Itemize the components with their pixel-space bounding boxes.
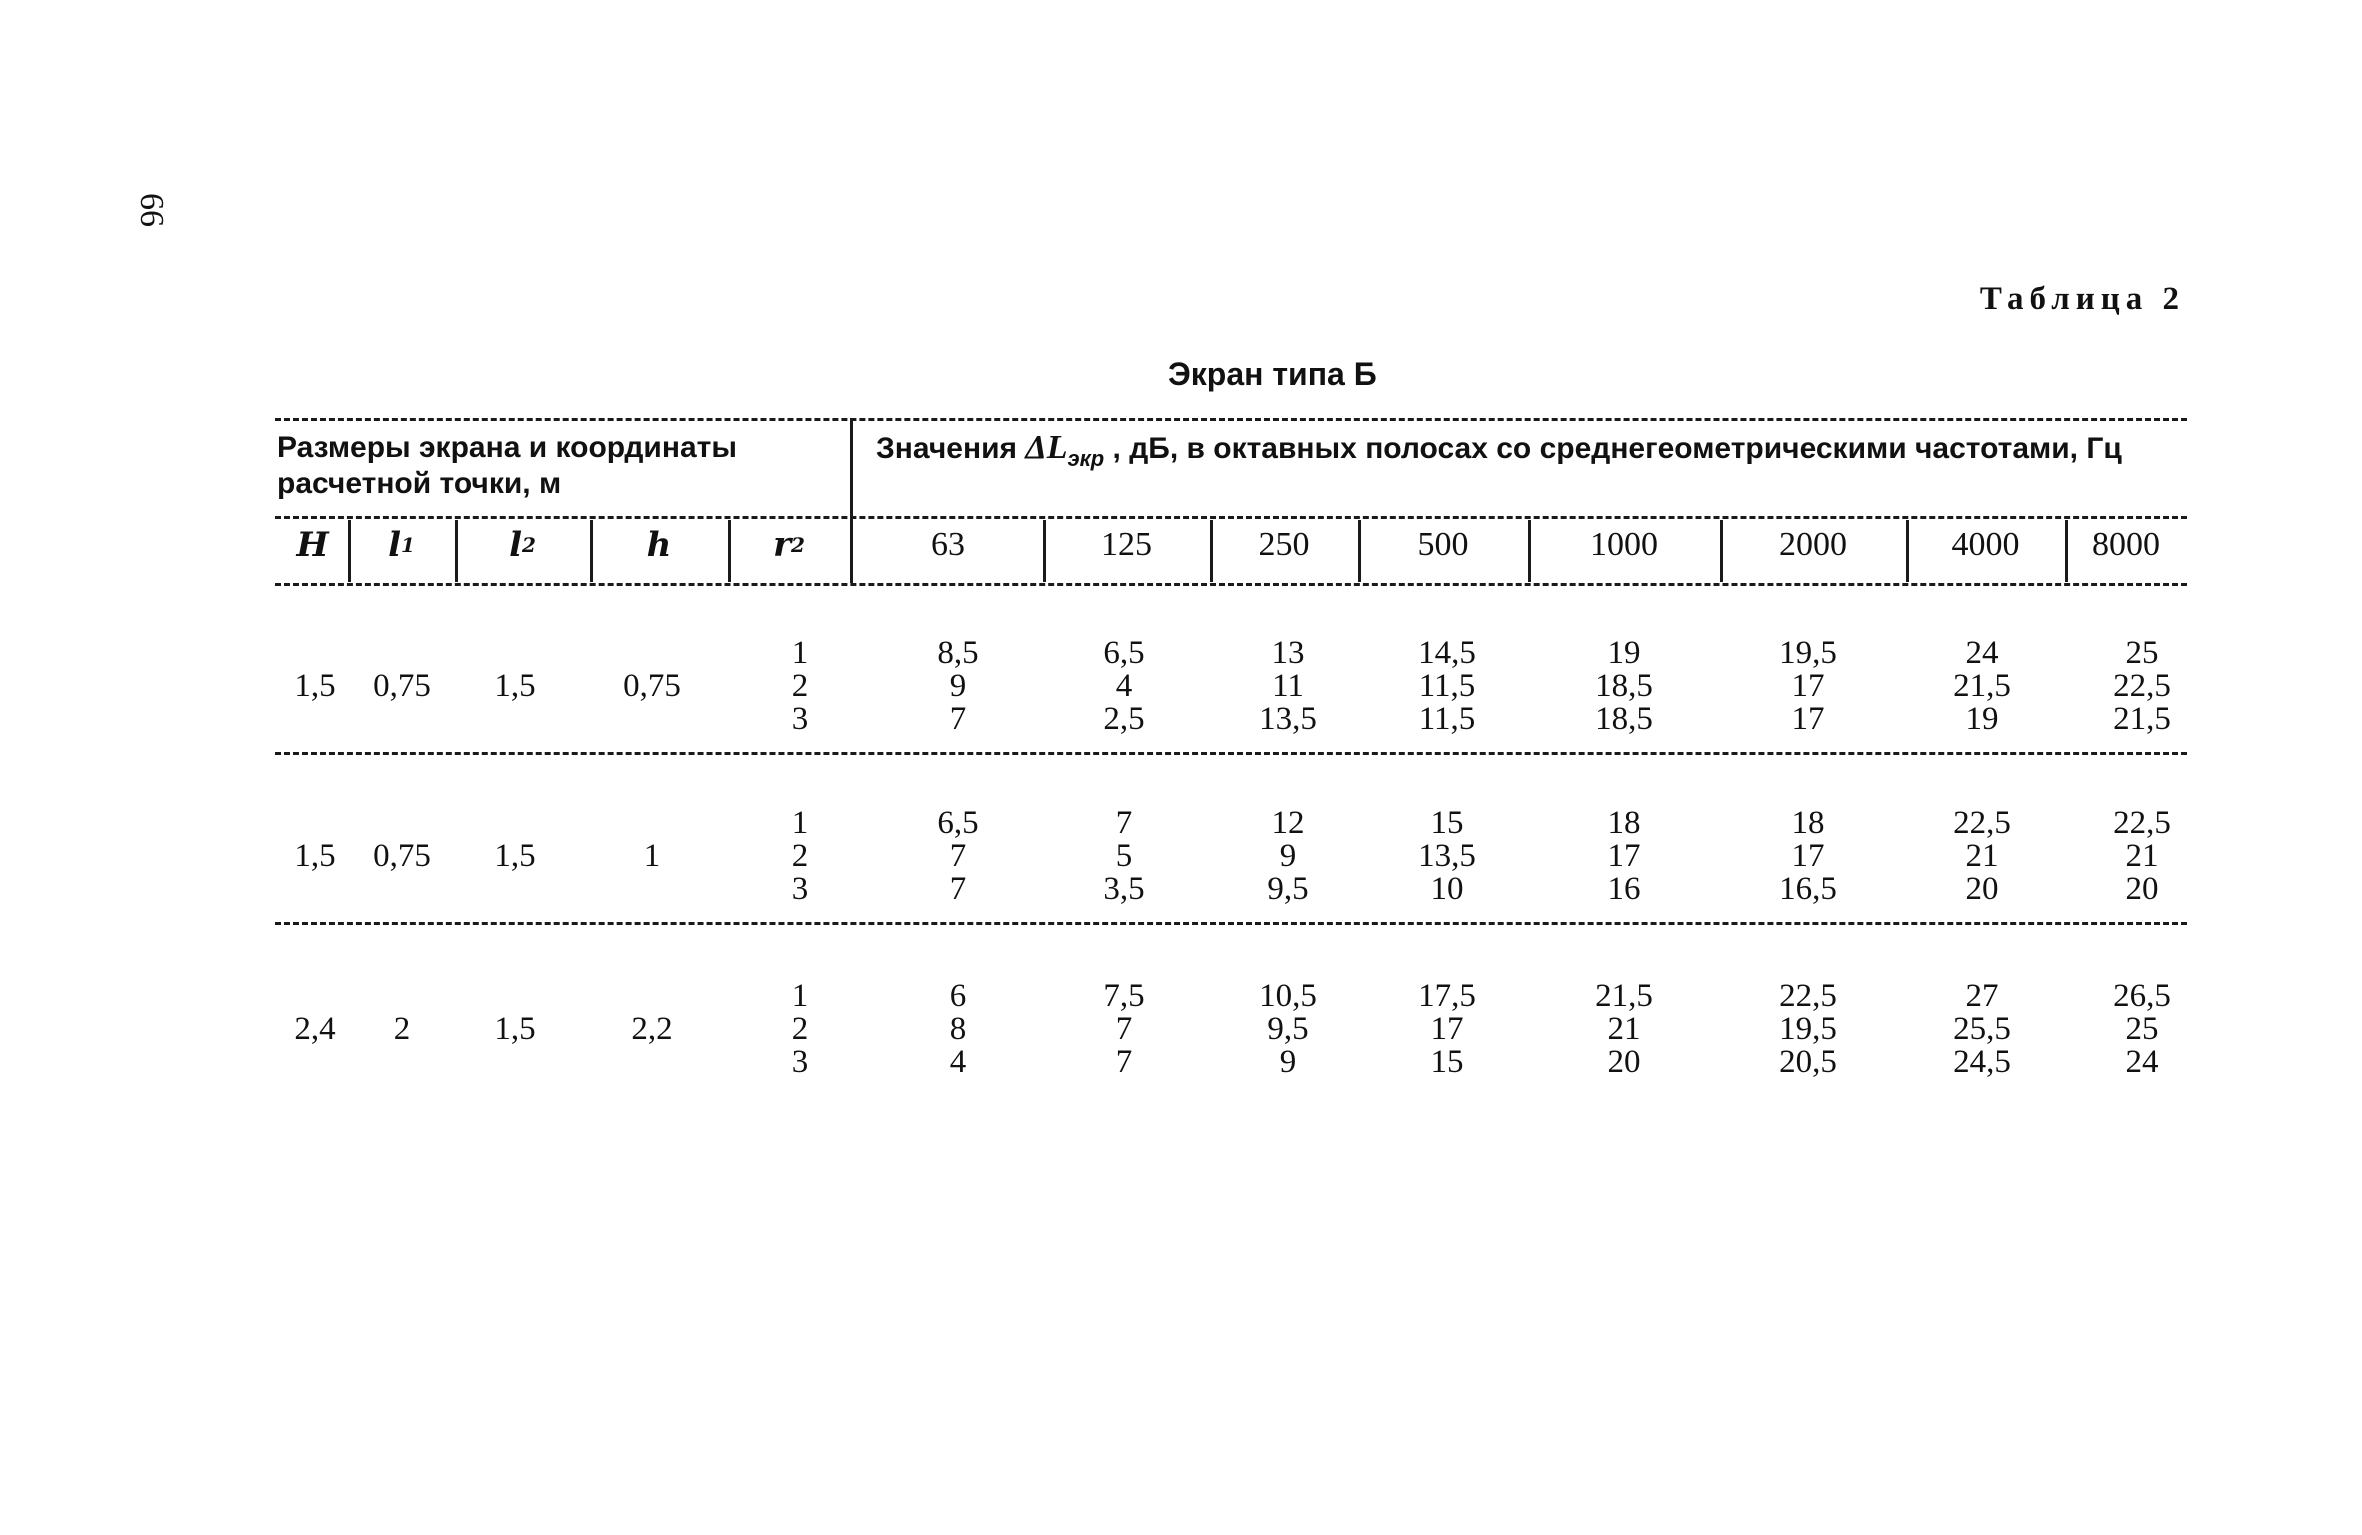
- dim-column-divider: [455, 520, 458, 582]
- cell-value: 9: [1279, 838, 1297, 874]
- cell-value: 27: [1965, 978, 1999, 1014]
- cell-value: 9,5: [1267, 1011, 1309, 1047]
- cell-r2: 3: [791, 1044, 809, 1080]
- cell-value: 14,5: [1418, 635, 1476, 671]
- header-right-prefix: Значения: [876, 432, 1018, 465]
- frequency-header-1000: 1000: [1590, 526, 1658, 563]
- cell-r2: 3: [791, 701, 809, 737]
- cell-value: 20: [2125, 871, 2159, 907]
- page-number: 66: [133, 193, 170, 227]
- frequency-header-125: 125: [1101, 526, 1152, 563]
- cell-H: 1,5: [294, 838, 336, 874]
- cell-value: 25: [2125, 1011, 2159, 1047]
- cell-l1: 0,75: [373, 838, 431, 874]
- cell-value: 17: [1430, 1011, 1464, 1047]
- cell-r2: 1: [791, 805, 809, 841]
- cell-value: 21,5: [1953, 668, 2011, 704]
- cell-value: 7: [949, 838, 967, 874]
- cell-value: 11,5: [1418, 668, 1476, 704]
- frequency-column-divider: [1528, 520, 1531, 582]
- group-divider-rule: [275, 752, 2187, 755]
- cell-value: 13: [1271, 635, 1305, 671]
- table-label: Таблица 2: [1979, 281, 2185, 317]
- frequency-header-4000: 4000: [1951, 526, 2020, 563]
- cell-l1: 0,75: [373, 668, 431, 704]
- cell-value: 21: [1965, 838, 1999, 874]
- delta-l-symbol: ΔL: [1025, 429, 1068, 466]
- frequency-column-divider: [2065, 520, 2068, 582]
- header-divider-rule: [275, 516, 2187, 519]
- cell-value: 16: [1607, 871, 1641, 907]
- cell-value: 6,5: [1103, 635, 1145, 671]
- cell-value: 17: [1791, 701, 1825, 737]
- dim-column-divider: [728, 520, 731, 582]
- cell-value: 10: [1430, 871, 1464, 907]
- cell-value: 10,5: [1259, 978, 1317, 1014]
- cell-value: 11: [1272, 668, 1304, 704]
- column-header-symbol: l: [509, 525, 522, 565]
- delta-l-subscript: экр: [1067, 446, 1105, 471]
- column-header-symbol: H: [296, 525, 329, 565]
- column-header-symbol: h: [646, 525, 672, 565]
- frequency-header-500: 500: [1417, 526, 1469, 563]
- cell-value: 6: [949, 978, 967, 1014]
- group-divider-rule: [275, 922, 2187, 925]
- cell-value: 22,5: [2113, 668, 2171, 704]
- header-right-suffix: , дБ, в октавных полосах со среднегеометрическими частотами, Гц: [1112, 432, 2122, 465]
- cell-value: 7: [949, 871, 967, 907]
- cell-value: 7,5: [1103, 978, 1145, 1014]
- table-caption: Экран типа Б: [1168, 356, 1377, 392]
- cell-value: 7: [1115, 805, 1133, 841]
- cell-value: 19: [1607, 635, 1641, 671]
- dim-column-divider: [348, 520, 351, 582]
- cell-value: 4: [1115, 668, 1133, 704]
- frequency-header-250: 250: [1258, 526, 1310, 563]
- cell-value: 21,5: [2113, 701, 2171, 737]
- cell-value: 24: [1965, 635, 1999, 671]
- header-bottom-rule: [275, 583, 2187, 586]
- cell-value: 9,5: [1267, 871, 1309, 907]
- dim-column-divider: [590, 520, 593, 582]
- cell-value: 9: [1279, 1044, 1297, 1080]
- cell-value: 20,5: [1779, 1044, 1837, 1080]
- cell-value: 15: [1430, 805, 1464, 841]
- cell-h: 2,2: [631, 1011, 673, 1047]
- frequency-header-2000: 2000: [1779, 526, 1847, 563]
- cell-H: 2,4: [294, 1011, 336, 1047]
- table-top-rule: [275, 418, 2187, 421]
- cell-value: 22,5: [2113, 805, 2171, 841]
- cell-value: 17: [1607, 838, 1641, 874]
- cell-value: 25: [2125, 635, 2159, 671]
- cell-r2: 2: [791, 668, 809, 704]
- frequency-column-divider: [1210, 520, 1213, 582]
- column-header-subscript: 2: [522, 533, 536, 557]
- column-header-subscript: 1: [401, 533, 415, 557]
- cell-value: 7: [1115, 1044, 1133, 1080]
- column-header-h: [590, 522, 728, 568]
- cell-H: 1,5: [294, 668, 336, 704]
- cell-value: 24,5: [1953, 1044, 2011, 1080]
- cell-value: 15: [1430, 1044, 1464, 1080]
- cell-value: 5: [1115, 838, 1133, 874]
- cell-value: 21: [2125, 838, 2159, 874]
- column-header-symbol: r: [773, 525, 791, 565]
- cell-value: 17: [1791, 838, 1825, 874]
- frequency-column-divider: [1906, 520, 1909, 582]
- cell-value: 11,5: [1418, 701, 1476, 737]
- frequency-column-divider: [1720, 520, 1723, 582]
- frequency-header-8000: 8000: [2092, 526, 2160, 563]
- cell-value: 9: [949, 668, 967, 704]
- cell-value: 18,5: [1595, 701, 1653, 737]
- cell-h: 0,75: [623, 668, 681, 704]
- cell-value: 3,5: [1103, 871, 1145, 907]
- frequency-header-63: 63: [931, 526, 965, 563]
- cell-value: 8,5: [937, 635, 979, 671]
- cell-value: 21: [1607, 1011, 1641, 1047]
- header-right-group: [876, 430, 2196, 477]
- cell-value: 18: [1791, 805, 1825, 841]
- cell-l2: 1,5: [494, 1011, 536, 1047]
- cell-value: 19,5: [1779, 1011, 1837, 1047]
- column-header-subscript: 2: [791, 533, 805, 557]
- cell-value: 25,5: [1953, 1011, 2011, 1047]
- cell-value: 20: [1965, 871, 1999, 907]
- cell-value: 22,5: [1953, 805, 2011, 841]
- cell-value: 17: [1791, 668, 1825, 704]
- cell-value: 21,5: [1595, 978, 1653, 1014]
- cell-value: 16,5: [1779, 871, 1837, 907]
- cell-value: 19: [1965, 701, 1999, 737]
- cell-value: 8: [949, 1011, 967, 1047]
- cell-l2: 1,5: [494, 838, 536, 874]
- column-header-H: [277, 522, 348, 568]
- cell-value: 20: [1607, 1044, 1641, 1080]
- cell-value: 6,5: [937, 805, 979, 841]
- cell-r2: 2: [791, 838, 809, 874]
- cell-value: 24: [2125, 1044, 2159, 1080]
- cell-value: 7: [949, 701, 967, 737]
- column-header-l1: [348, 522, 455, 568]
- cell-value: 13,5: [1418, 838, 1476, 874]
- cell-value: 7: [1115, 1011, 1133, 1047]
- cell-value: 26,5: [2113, 978, 2171, 1014]
- cell-l2: 1,5: [494, 668, 536, 704]
- cell-r2: 1: [791, 978, 809, 1014]
- cell-value: 18: [1607, 805, 1641, 841]
- cell-value: 22,5: [1779, 978, 1837, 1014]
- cell-r2: 3: [791, 871, 809, 907]
- cell-r2: 1: [791, 635, 809, 671]
- cell-value: 17,5: [1418, 978, 1476, 1014]
- cell-value: 4: [949, 1044, 967, 1080]
- column-header-symbol: l: [388, 525, 401, 565]
- cell-r2: 2: [791, 1011, 809, 1047]
- cell-value: 13,5: [1259, 701, 1317, 737]
- cell-h: 1: [643, 838, 661, 874]
- frequency-column-divider: [1358, 520, 1361, 582]
- frequency-column-divider: [1043, 520, 1046, 582]
- cell-value: 19,5: [1779, 635, 1837, 671]
- cell-value: 12: [1271, 805, 1305, 841]
- header-left-group: Размеры экрана и координаты расчетной точки, м: [277, 431, 737, 500]
- cell-l1: 2: [393, 1011, 411, 1047]
- column-header-l2: [455, 522, 590, 568]
- cell-value: 18,5: [1595, 668, 1653, 704]
- cell-value: 2,5: [1103, 701, 1145, 737]
- column-header-r2: [728, 522, 850, 568]
